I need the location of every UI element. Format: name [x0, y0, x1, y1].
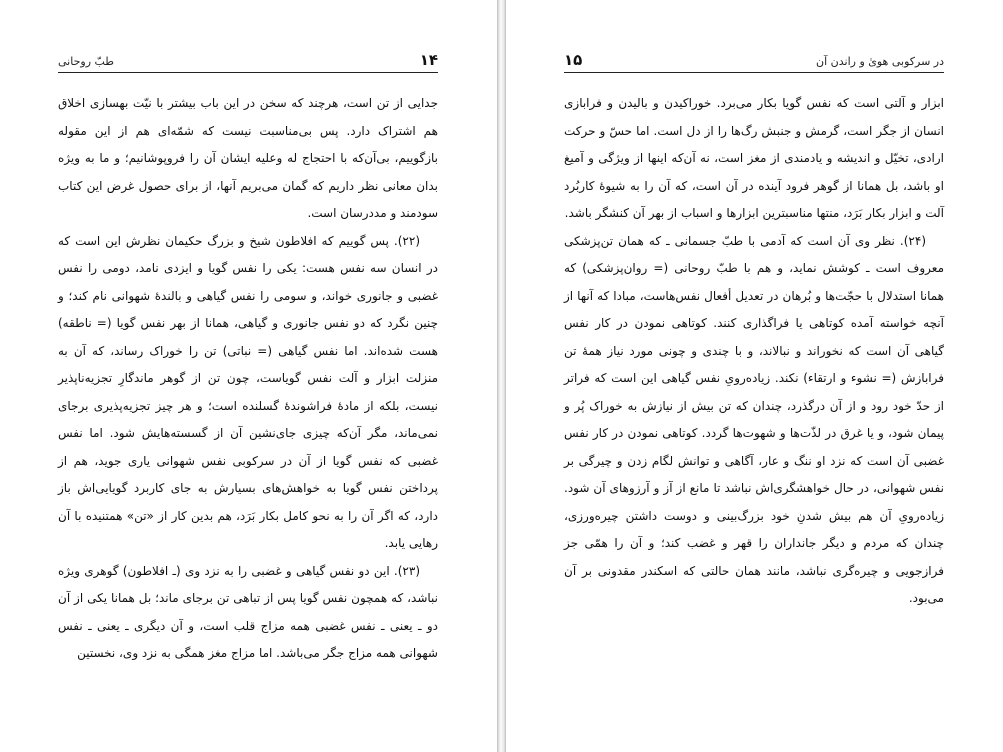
left-page-header [58, 48, 438, 73]
left-page [0, 0, 497, 752]
right-page-body [564, 90, 944, 613]
running-title: طبّ روحانی [58, 55, 115, 68]
paragraph: ابزار و آلتی است که نفس گویا بکار می‌برد. خوراکیدن و بالیدن و فرابازی انسان از جگر است، گرمش و جنبش رگ‌ها را از دل است. اما حسّ و حرکت ارادی، تخیّل و اندیشه و یادمندی از مغز است، نه آن‌که اینها از ویژگی و آمیغ او باشد، بل همانا از گوهر فرود آینده در آن است، که آن را به شیوهٔ کاربُرد آلت و ابزار بکار بَرَد، منتها مناسبترین ابزارها و اسباب از بهر آن کنشگر باشد. [564, 96, 944, 220]
left-page-body [58, 90, 438, 668]
paragraph: جدایی از تن است، هرچند که سخن در این باب بیشتر با نیّت بهسازی اخلاق هم اشتراک دارد. پس بی‌مناسبت نیست که شمّه‌ای هم از این مقوله باز‌گوییم، بی‌آن‌که با احتجاج له وعلیه ایشان آن را فروپوشانیم؛ و ما به ویژه بدان معانی نظر داریم که گمان می‌بریم آنها، از برای حصول غرض این کتاب سودمند و مددرسان است. [58, 96, 438, 220]
paragraph: (۲۳). این دو نفس گیاهی و غضبی را به نزد وی (ـ افلاطون) گوهری ویژه نباشد، که همچون نفس گویا پس از تباهی تن برجای ماند؛ بل همانا یکی از آن دو ـ یعنی ـ نفس غضبی همه مزاج قلب است، و آن دیگری ـ یعنی ـ نفس شهوانی همه مزاج جگر می‌باشد. اما مزاج مغز همگی به نزد وی، نخستین [58, 563, 438, 660]
book-gutter [497, 0, 506, 752]
paragraph: (۲۴). نظر وی آن است که آدمی با طبّ جسمانی ـ که همان تن‌پزشکی معروف است ـ کوشش نماید، و هم با طبّ روحانی (= روان‌پزشکی) که همانا استدلال با حجّت‌ها و بُرهان در تعدیل أفعال نفس‌هاست، مبادا که آنها از آنچه خواسته آمده کوتاهی یا فراگذاری کنند. کوتاهی نمودن در کار نفس گیاهی آن است که نخوراند و نبالاند، و با چندی و چونی مورد نیاز همهٔ تن فرابازش (= نشوء و ارتقاء) نکند. زیاده‌رویِ نفس گیاهی این است که فراتر از حدّ خود رود و از آن درگذرد، چندان که تن بیش از نیازش به خوراک پُر و پیمان شود، و یا غرق در لذّت‌ها و شهوت‌ها گردد. کوتاهی نمودن در کار نفس غضبی آن است که نزد او ننگ و عار، آگاهی و توانش لگام زدن و چیرگی بر نفس شهوانی، در حال خواهشگری‌اش نباشد تا مانع از آز و آرزوهای آن شود. زیاده‌رویِ آن هم بیش شدنِ خود بزرگ‌بینی و دوست داشتن چیره‌ورزی، چندان که مردم و دیگر جانداران را قهر و غضب کند؛ و آن را همّی جز فرازجویی و چیره‌گری نباشد، مانند همان حالتی که اسکندر مقدونی بر آن می‌بود. [564, 233, 944, 605]
page-number: ۱۴ [419, 51, 438, 69]
right-page-header [564, 48, 944, 73]
right-page [506, 0, 1003, 752]
running-title: در سرکوبی هویٰ و راندن آن [816, 55, 944, 68]
paragraph: (۲۲). پس گوییم که افلاطون شیخ و بزرگ حکیمان نظرش این است که در انسان سه نفس هست: یکی را نفس گویا و ایزدی نامد، دومی را نفس غضبی و جانوری خواند، و سومی را نفس گیاهی و بالندهٔ شهوانی نام کند؛ و چنین نگرد که دو نفس جانوری و گیاهی، همانا از بهر نفس گویا (= ناطقه) هست شده‌اند. اما نفس گیاهی (= نباتی) تن را خوراک رساند، که آن به منزلت ابزار و آلت نفس گویاست، چون تن از گوهر ماندگارِ تجزیه‌ناپذیر نیست، بلکه از مادهٔ فراشوندهٔ گسلنده است؛ و هر چیز تجزیه‌پذیری برجای نمی‌ماند، مگر آن‌که چیزی جای‌نشین آن از گسسته‌هایش شود. اما نفس غضبی که نفس گویا از آن در سرکوبی نفس شهوانی یاری جوید، هم از پرداختن نفس گویا به خواهش‌های بسیارش به جای کاربرد گویایی‌اش باز دارد، که اگر آن را به نحو کامل بکار بَرَد، هم بدین کار از «تن» همتنیده با آن رهایی یابد. [58, 233, 438, 550]
page-number: ۱۵ [564, 51, 583, 69]
